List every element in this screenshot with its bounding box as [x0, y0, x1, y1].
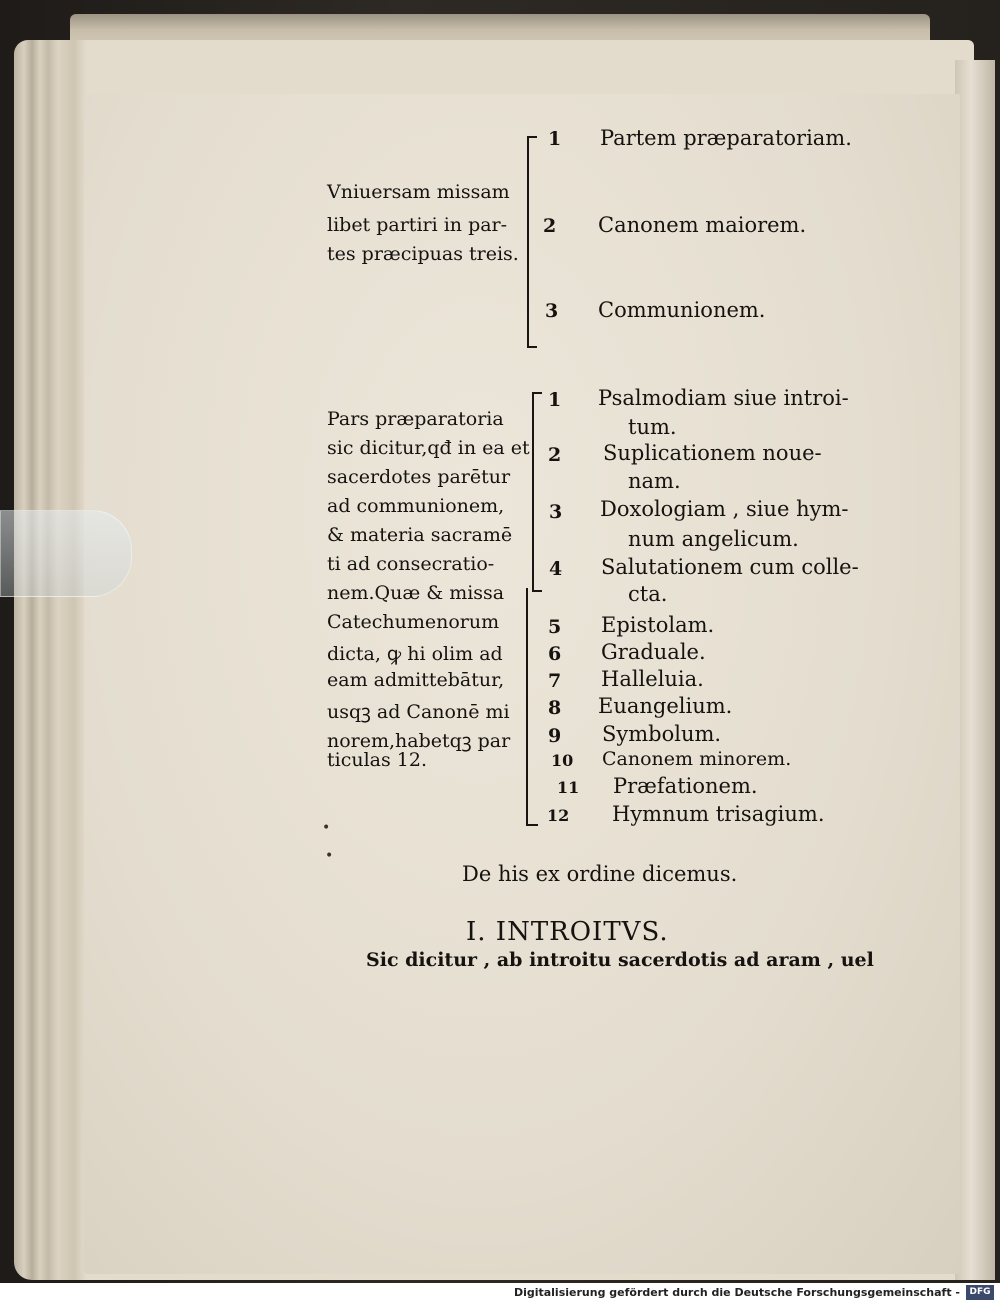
item-number: 9: [548, 725, 562, 747]
section-heading: I. INTROITVS.: [466, 917, 669, 947]
item-number: 7: [548, 670, 562, 692]
item-text-continued: cta.: [628, 582, 668, 606]
section2-left-line: eam admittebātur,: [327, 669, 505, 691]
section2-left-line: & materia sacramē: [327, 524, 513, 546]
item-text: Psalmodiam siue introi-: [598, 386, 849, 410]
item-number: 3: [549, 501, 563, 523]
section2-left-line: ticulas 12.: [327, 749, 428, 771]
section2-brace-foot: [526, 812, 538, 826]
section2-left-line: dicta, ꝙ hi olim ad: [327, 643, 503, 665]
item-text: Graduale.: [601, 640, 706, 664]
section1-left-line: libet partiri in par-: [327, 214, 508, 236]
item-number: 1: [548, 128, 562, 150]
item-number: 3: [545, 300, 559, 322]
item-number: 1: [548, 389, 562, 411]
footer-bar: [0, 1283, 1000, 1303]
dfg-logo: DFG: [966, 1285, 994, 1300]
section2-left-line: nem.Quæ & missa: [327, 582, 505, 604]
section2-brace-upper: [532, 392, 542, 592]
item-text: Suplicationem noue-: [603, 441, 822, 465]
section1-left-line: Vniuersam missam: [327, 181, 510, 203]
item-text: Partem præparatoriam.: [600, 126, 852, 150]
section2-left-line: sic dicitur,qđ in ea et: [327, 437, 530, 459]
item-number: 8: [548, 697, 562, 719]
item-text-continued: nam.: [628, 469, 681, 493]
item-number: 5: [548, 616, 562, 638]
item-number: 2: [543, 215, 557, 237]
section2-left-line: norem,habetqꝫ par: [327, 730, 511, 752]
footer-credit: Digitalisierung gefördert durch die Deutsche Forschungsgemeinschaft -: [513, 1286, 960, 1299]
item-text: Euangelium.: [598, 694, 733, 718]
item-text: Præfationem.: [613, 774, 758, 798]
item-text: Symbolum.: [602, 722, 722, 746]
item-number: 10: [551, 751, 574, 770]
item-text: Salutationem cum colle-: [601, 555, 859, 579]
section2-left-line: ti ad consecratio-: [327, 553, 495, 575]
item-text: Communionem.: [598, 298, 766, 322]
ink-speck: •: [322, 820, 331, 836]
section1-brace: [527, 136, 537, 348]
section1-left-line: tes præcipuas treis.: [327, 243, 519, 265]
item-number: 4: [549, 558, 563, 580]
item-number: 6: [548, 643, 562, 665]
item-text: Canonem maiorem.: [598, 213, 807, 237]
book-page: [84, 94, 960, 1274]
section2-left-line: Pars præparatoria: [327, 408, 504, 430]
section2-left-line: ad communionem,: [327, 495, 505, 517]
item-text: Hymnum trisagium.: [612, 802, 825, 826]
item-text: Epistolam.: [601, 613, 715, 637]
item-text-continued: num angelicum.: [628, 527, 799, 551]
item-number: 12: [547, 806, 570, 825]
item-number: 11: [557, 778, 580, 797]
section2-left-line: usqꝫ ad Canonē mi: [327, 701, 510, 723]
section2-left-line: Catechumenorum: [327, 611, 500, 633]
glass-clip: [0, 510, 132, 597]
section2-brace-lower: [526, 588, 528, 824]
item-number: 2: [548, 444, 562, 466]
facing-page-edge: [955, 60, 995, 1280]
closing-line: De his ex ordine dicemus.: [462, 862, 738, 886]
item-text-continued: tum.: [628, 415, 677, 439]
section2-left-line: sacerdotes parētur: [327, 466, 511, 488]
body-text-line: Sic dicitur , ab introitu sacerdotis ad aram , uel: [366, 949, 874, 971]
item-text: Halleluia.: [601, 667, 704, 691]
item-text: Canonem minorem.: [602, 748, 792, 770]
ink-speck: •: [325, 848, 334, 864]
item-text: Doxologiam , siue hym-: [600, 497, 849, 521]
